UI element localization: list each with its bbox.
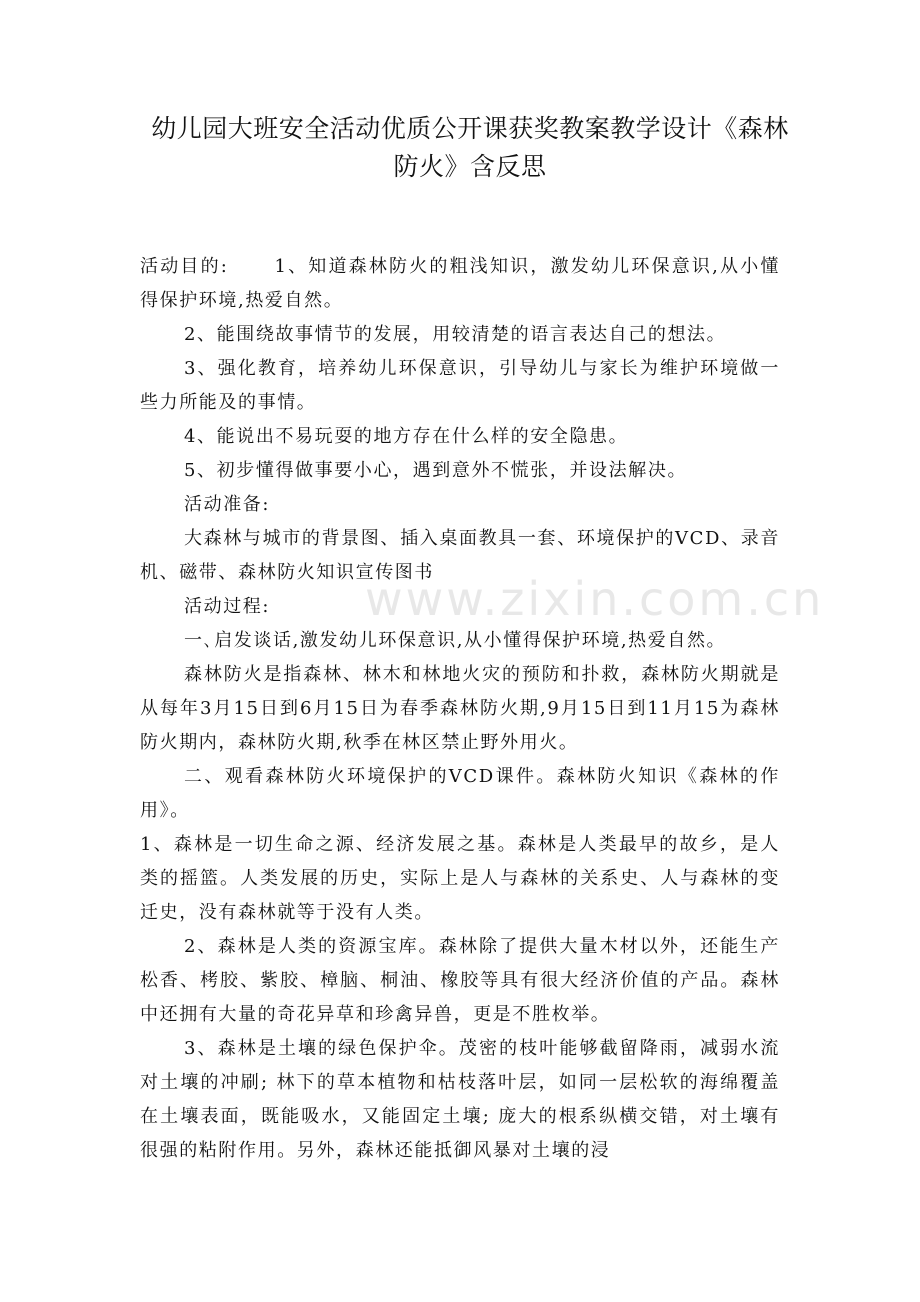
document-body — [140, 250, 780, 1168]
paragraph-goal-5: 5、初步懂得做事要小心，遇到意外不慌张，并设法解决。 — [184, 460, 688, 481]
paragraph-goal-1 — [140, 250, 780, 318]
paragraph-goal-2: 2、能围绕故事情节的发展，用较清楚的语言表达自己的想法。 — [184, 324, 727, 345]
paragraph-process-2: 二、观看森林防火环境保护的VCD课件。森林防火知识《森林的作用》。 — [140, 766, 780, 821]
paragraph-process-1: 一､启发谈话,激发幼儿环保意识,从小懂得保护环境,热爱自然。 — [184, 630, 727, 651]
goal-item-1: 1、知道森林防火的粗浅知识，激发幼儿环保意识,从小懂得保护环境,热爱自然。 — [140, 256, 780, 311]
paragraph-forest-role-3: 3、森林是土壤的绿色保护伞。茂密的枝叶能够截留降雨，减弱水流对土壤的冲刷; 林下的草本植物和枯枝落叶层，如同一层松软的海绵覆盖在土壤表面，既能吸水，又能固定土壤; 庞大的根系纵横交错，对土壤有很强的粘附作用。另外，森林还能抵御风暴对土壤的浸 — [140, 1038, 780, 1161]
paragraph-goal-4: 4、能说出不易玩耍的地方存在什么样的安全隐患。 — [184, 426, 629, 447]
heading-process: 活动过程: — [184, 596, 271, 617]
paragraph-goal-3: 3、强化教育，培养幼儿环保意识，引导幼儿与家长为维护环境做一些力所能及的事情。 — [140, 358, 780, 413]
paragraph-forest-role-2: 2、森林是人类的资源宝库。森林除了提供大量木材以外，还能生产松香、栲胶、紫胶、樟脑、桐油、橡胶等具有很大经济价值的产品。森林中还拥有大量的奇花异草和珍禽异兽，更是不胜枚举。 — [140, 936, 780, 1025]
goal-label: 活动目的: — [140, 256, 229, 277]
paragraph-fire-prevention: 森林防火是指森林、林木和林地火灾的预防和扑救，森林防火期就是从每年3月15日到6月15日为春季森林防火期,9月15日到11月15为森林防火期内，森林防火期,秋季在林区禁止野外用火。 — [140, 664, 780, 753]
document-title: 幼儿园大班安全活动优质公开课获奖教案教学设计《森林防火》含反思 — [151, 114, 789, 181]
heading-preparation: 活动准备: — [184, 494, 271, 515]
paragraph-preparation: 大森林与城市的背景图、插入桌面教具一套、环境保护的VCD、录音机、磁带、森林防火知识宣传图书 — [140, 528, 780, 583]
watermark: www.zixin.com.cn — [365, 572, 825, 626]
paragraph-forest-role-1: 1、森林是一切生命之源、经济发展之基。森林是人类最早的故乡，是人类的摇篮。人类发展的历史，实际上是人与森林的关系史、人与森林的变迁史，没有森林就等于没有人类。 — [140, 834, 780, 923]
